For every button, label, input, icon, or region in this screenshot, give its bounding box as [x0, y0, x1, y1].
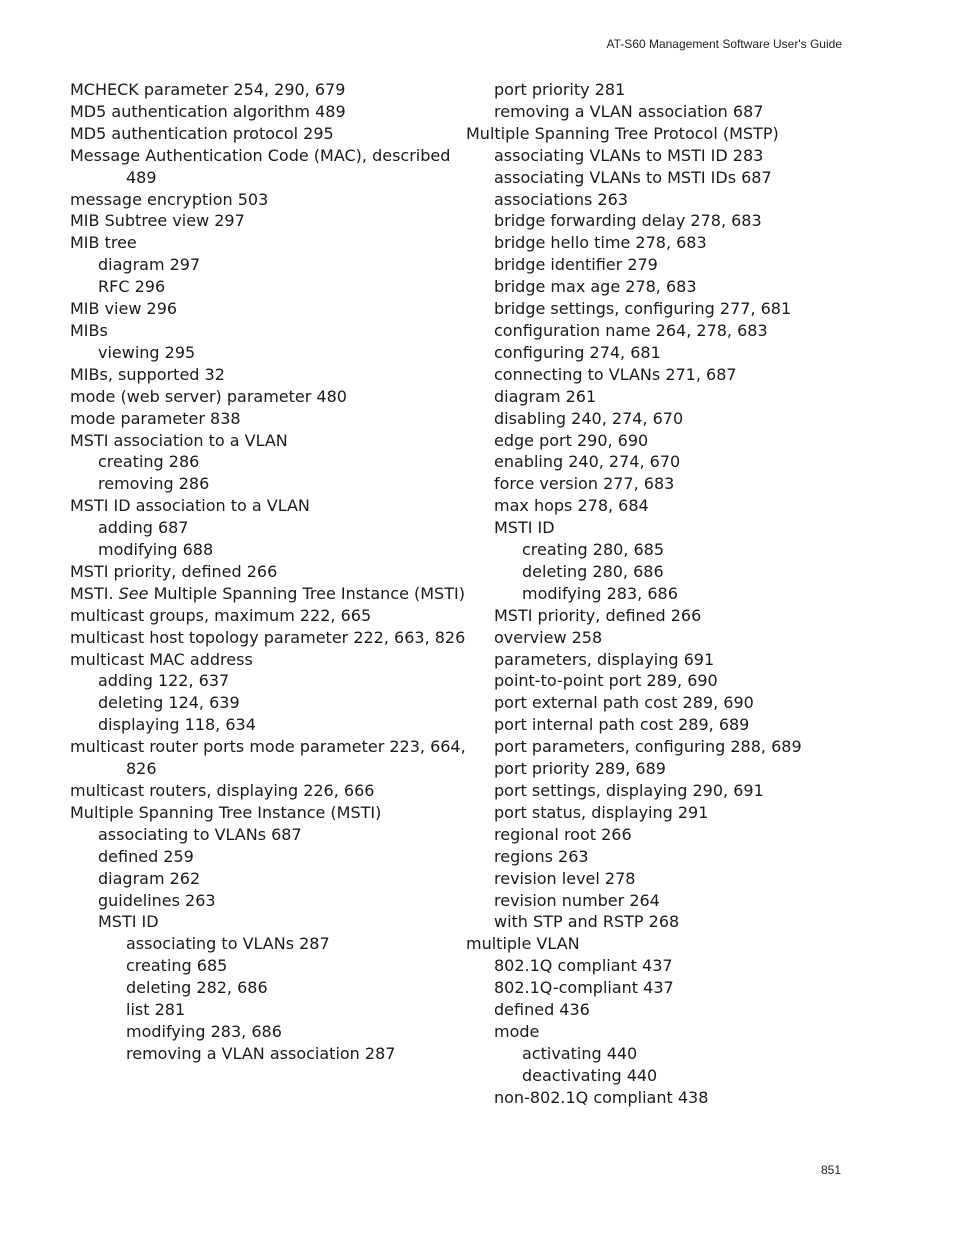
index-entry: [466, 539, 923, 561]
index-entry: [70, 605, 471, 627]
index-entry: [466, 1043, 923, 1065]
index-entry-text: MIBs: [70, 320, 108, 340]
index-entry-text: associations 263: [494, 189, 628, 209]
index-entry-text: MIBs, supported 32: [70, 364, 225, 384]
index-entry-text: deleting 282, 686: [126, 978, 268, 998]
index-entry-text: defined 259: [98, 846, 194, 866]
index-entry-text: bridge hello time 278, 683: [494, 233, 707, 253]
index-entry-text: port priority 281: [494, 80, 626, 99]
index-entry: [466, 210, 895, 232]
index-entry: [70, 210, 471, 232]
index-entry: [70, 955, 527, 977]
index-entry-text: mode parameter 838: [70, 408, 241, 428]
index-entry: [466, 605, 895, 627]
index-entry-text: port priority 289, 689: [494, 759, 666, 779]
index-entry-text: enabling 240, 274, 670: [494, 452, 681, 472]
index-entry: [466, 254, 895, 276]
index-entry-text: MIB tree: [70, 233, 137, 253]
index-entry: [70, 736, 471, 780]
index-entry: [466, 802, 895, 824]
index-entry-text: Multiple Spanning Tree Protocol (MSTP): [466, 123, 779, 143]
index-entry-text: activating 440: [522, 1043, 638, 1063]
index-entry: [70, 561, 471, 583]
index-entry-text: removing 286: [98, 474, 210, 494]
index-entry-text: disabling 240, 274, 670: [494, 408, 684, 428]
index-entry: [70, 868, 499, 890]
index-entry: [70, 780, 471, 802]
index-entry-text: associating to VLANs 687: [98, 824, 302, 844]
index-entry: [70, 911, 499, 933]
index-entry-text: modifying 283, 686: [522, 583, 678, 603]
index-entry-text: bridge settings, configuring 277, 681: [494, 299, 792, 319]
index-entry-text: associating to VLANs 287: [126, 934, 330, 954]
index-entry: [70, 670, 499, 692]
index-entry-text: diagram 297: [98, 255, 201, 275]
index-entry-text: modifying 283, 686: [126, 1021, 282, 1041]
index-entry: [70, 692, 499, 714]
index-entry-text: regions 263: [494, 846, 589, 866]
index-entry: [70, 802, 471, 824]
index-entry-text: diagram 261: [494, 386, 597, 406]
index-entry-text: MD5 authentication algorithm 489: [70, 101, 346, 121]
index-entry: [466, 714, 895, 736]
index-entry: [70, 846, 499, 868]
index-entry: [70, 1021, 527, 1043]
index-entry: [70, 408, 471, 430]
index-entry-text: deleting 280, 686: [522, 561, 664, 581]
index-entry: [70, 79, 471, 101]
index-entry-text: diagram 262: [98, 868, 201, 888]
index-entry-text: 802.1Q-compliant 437: [494, 978, 674, 998]
index-entry-text: parameters, displaying 691: [494, 649, 715, 669]
index-entry-text: connecting to VLANs 271, 687: [494, 364, 737, 384]
index-entry: [466, 167, 895, 189]
index-entry: [466, 780, 895, 802]
index-entry-text: MSTI association to a VLAN: [70, 430, 288, 450]
index-entry: [70, 583, 471, 605]
index-entry: [70, 254, 499, 276]
index-entry-text: bridge max age 278, 683: [494, 277, 697, 297]
index-entry-text: mode: [494, 1021, 540, 1041]
index-entry: [70, 276, 499, 298]
index-entry-text: removing a VLAN association 687: [494, 101, 764, 121]
index-entry: [70, 298, 471, 320]
index-entry: [466, 758, 895, 780]
index-entry: [466, 955, 895, 977]
index-entry: [466, 933, 867, 955]
index-entry: [466, 473, 895, 495]
index-entry-text: MSTI ID: [494, 518, 555, 538]
index-entry: [466, 276, 895, 298]
index-entry-text: multicast routers, displaying 226, 666: [70, 781, 375, 800]
index-entry-text: adding 122, 637: [98, 671, 230, 691]
index-entry-text: creating 280, 685: [522, 540, 665, 560]
index-entry: [70, 473, 499, 495]
index-column-left: [70, 79, 466, 1065]
index-entry: [466, 670, 895, 692]
index-entry: [70, 430, 471, 452]
see-reference-target: Multiple Spanning Tree Instance (MSTI): [153, 583, 465, 603]
index-entry: [70, 232, 471, 254]
index-entry: [70, 364, 471, 386]
index-entry-text: Message Authentication Code (MAC), described 489: [70, 145, 451, 187]
index-entry: [466, 1021, 895, 1043]
index-entry: [466, 977, 895, 999]
index-entry-text: multicast groups, maximum 222, 665: [70, 605, 372, 625]
index-entry: [466, 342, 895, 364]
running-header: AT-S60 Management Software User's Guide: [606, 37, 842, 51]
index-entry: [466, 846, 895, 868]
index-entry-text: port parameters, configuring 288, 689: [494, 737, 802, 757]
index-entry: [70, 1043, 527, 1065]
index-entry: [466, 145, 895, 167]
index-entry: [466, 1065, 923, 1087]
see-reference-label: See: [118, 583, 149, 603]
index-entry-text: force version 277, 683: [494, 474, 675, 494]
index-entry: [466, 736, 895, 758]
index-entry: [466, 189, 895, 211]
index-entry-text: revision number 264: [494, 890, 660, 910]
index-entry-text: viewing 295: [98, 342, 196, 362]
index-entry-text: defined 436: [494, 1000, 590, 1020]
index-entry: [70, 714, 499, 736]
index-entry-text: message encryption 503: [70, 189, 269, 209]
index-entry: [466, 451, 895, 473]
index-entry: [70, 649, 471, 671]
index-entry-text: revision level 278: [494, 868, 636, 888]
index-entry-text: RFC 296: [98, 277, 166, 297]
index-entry: [70, 386, 471, 408]
index-entry-text: configuration name 264, 278, 683: [494, 320, 768, 340]
index-entry: [466, 561, 923, 583]
index-entry-text: deactivating 440: [522, 1065, 658, 1085]
index-entry: [466, 320, 895, 342]
index-entry-text: deleting 124, 639: [98, 693, 240, 713]
index-entry: [466, 868, 895, 890]
index-entry: [466, 890, 895, 912]
index-entry: [466, 824, 895, 846]
index-entry: [70, 627, 471, 649]
index-entry-text: configuring 274, 681: [494, 342, 661, 362]
index-entry-text: 802.1Q compliant 437: [494, 956, 673, 976]
index-entry: [70, 999, 527, 1021]
index-entry: [466, 364, 895, 386]
index-entry-text: port external path cost 289, 690: [494, 693, 754, 713]
page-number: 851: [820, 1163, 841, 1177]
index-entry-text: port settings, displaying 290, 691: [494, 781, 764, 800]
index-entry: [466, 649, 895, 671]
index-entry: [466, 911, 895, 933]
index-entry-text: multicast MAC address: [70, 649, 253, 669]
index-entry: [466, 583, 923, 605]
index-entry-text: MSTI ID association to a VLAN: [70, 496, 310, 516]
index-entry-text: max hops 278, 684: [494, 496, 649, 516]
index-entry: [466, 999, 895, 1021]
index-entry-text: Multiple Spanning Tree Instance (MSTI): [70, 802, 382, 822]
index-entry-text: associating VLANs to MSTI IDs 687: [494, 167, 772, 187]
index-entry: [466, 298, 895, 320]
index-entry-text: guidelines 263: [98, 890, 216, 910]
index-entry: [70, 101, 471, 123]
index-entry: [466, 408, 895, 430]
index-entry: [466, 692, 895, 714]
index-entry-text: modifying 688: [98, 540, 214, 560]
index-entry-text: regional root 266: [494, 824, 632, 844]
index-entry-text: with STP and RSTP 268: [494, 912, 680, 932]
index-entry-text: MSTI priority, defined 266: [494, 605, 702, 625]
index-entry-text: non-802.1Q compliant 438: [494, 1087, 709, 1107]
index-entry-text: creating 286: [98, 452, 200, 472]
index-entry-text: port internal path cost 289, 689: [494, 715, 750, 735]
index-entry: [466, 495, 895, 517]
index-entry-text: adding 687: [98, 518, 189, 538]
index-entry-text: MD5 authentication protocol 295: [70, 123, 334, 143]
index-entry: [70, 123, 471, 145]
index-entry-text: MCHECK parameter 254, 290, 679: [70, 80, 346, 99]
index-entry: [70, 890, 499, 912]
index-entry: [466, 232, 895, 254]
index-entry: [466, 517, 895, 539]
index-entry-text: edge port 290, 690: [494, 430, 649, 450]
index-entry-text: multiple VLAN: [466, 934, 580, 954]
index-entry-text: point-to-point port 289, 690: [494, 671, 718, 691]
index-entry-text: MSTI ID: [98, 912, 159, 932]
index-entry-text: list 281: [126, 1000, 186, 1020]
index-entry-text: removing a VLAN association 287: [126, 1043, 396, 1063]
index-entry: [70, 539, 499, 561]
index-entry: [70, 451, 499, 473]
index-entry: [466, 627, 895, 649]
index-entry-text: MIB Subtree view 297: [70, 211, 245, 231]
index-entry-text: creating 685: [126, 956, 228, 976]
index-entry: [70, 342, 499, 364]
index-entry-text: port status, displaying 291: [494, 802, 709, 822]
index-column-right: [466, 79, 846, 1109]
index-entry-text: associating VLANs to MSTI ID 283: [494, 145, 764, 165]
index-entry: [466, 79, 895, 101]
index-entry: [466, 123, 867, 145]
index-entry: [70, 495, 471, 517]
index-entry-text: MIB view 296: [70, 299, 178, 319]
index-entry: [466, 101, 895, 123]
index-entry: [70, 517, 499, 539]
index-entry-text: multicast host topology parameter 222, 663, 826: [70, 627, 466, 647]
index-entry: [70, 145, 471, 189]
index-entry: [70, 189, 471, 211]
index-entry-text: bridge forwarding delay 278, 683: [494, 211, 762, 231]
index-entry-text: bridge identifier 279: [494, 255, 658, 275]
index-entry-text: MSTI priority, defined 266: [70, 561, 278, 581]
index-entry-text: overview 258: [494, 627, 603, 647]
index-entry: [70, 933, 527, 955]
index-entry: [70, 824, 499, 846]
index-entry: [466, 430, 895, 452]
index-entry: [466, 1087, 895, 1109]
index-entry-text: MSTI.: [70, 583, 114, 603]
index-entry: [466, 386, 895, 408]
index-entry: [70, 977, 527, 999]
index-entry-text: multicast router ports mode parameter 223, 664, 826: [70, 737, 466, 779]
index-entry-text: mode (web server) parameter 480: [70, 386, 347, 406]
index-entry-text: displaying 118, 634: [98, 715, 256, 735]
index-entry: [70, 320, 471, 342]
